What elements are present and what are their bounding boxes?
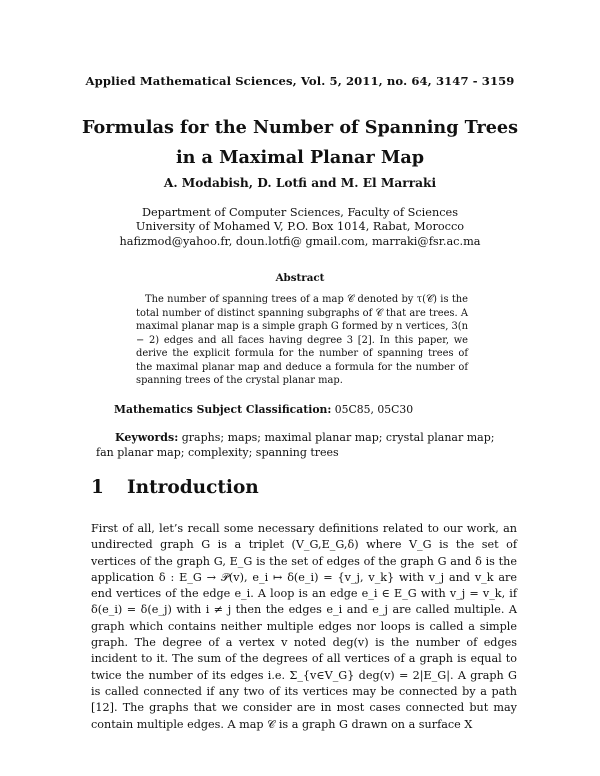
affiliation — [0, 206, 600, 249]
keywords-label: Keywords: — [115, 431, 179, 444]
classification-value: 05C85, 05C30 — [331, 403, 414, 416]
section-title: Introduction — [127, 477, 259, 498]
section-number: 1 — [91, 477, 104, 498]
classification-label: Mathematics Subject Classification: — [114, 403, 332, 416]
title-line-2: in a Maximal Planar Map — [175, 147, 425, 168]
author-list: A. Modabish, D. Lotfi and M. El Marraki — [163, 176, 437, 190]
abstract-heading: Abstract — [275, 272, 325, 284]
affiliation-emails: hafizmod@yahoo.fr, doun.lotfi@ gmail.com, marraki@fsr.ac.ma — [119, 234, 481, 248]
affiliation-department: Department of Computer Sciences, Faculty of Sciences — [141, 206, 459, 219]
abstract-text: The number of spanning trees of a map 𝒞 denoted by τ(𝒞) is the total number of distinct spanning subgraphs of 𝒞 that are trees. A maximal planar map is a simple graph G formed by n vertices, 3(n − 2) edges and all faces having degree 3 [2]. In this paper, we derive the explicit formula for the number of spanning trees of the maximal planar map and deduce a formula for the number of spanning trees of the crystal planar map. — [136, 294, 468, 386]
title-line-1: Formulas for the Number of Spanning Trees — [81, 117, 519, 138]
section-heading — [91, 477, 259, 498]
introduction-paragraph: First of all, let’s recall some necessary definitions related to our work, an undirected graph G is a triplet (V_G,E_G,δ) where V_G is the set of vertices of the graph G, E_G is the set of edges of the graph G and δ is the application δ : E_G → 𝒫(v), e_i ↦ δ(e_i) = {v_j, v_k} with v_j and v_k are end vertices of the edge e_i. A loop is an edge e_i ∈ E_G with v_j = v_k, if δ(e_i) = δ(e_j) with i ≠ j then the edges e_i and e_j are called multiple. A graph which contains neither multiple edges nor loops is called a simple graph. The degree of a vertex v noted deg(v) is the number of edges incident to it. The sum of the degrees of all vertices of a graph is equal to twice the number of its edges i.e. Σ_{v∈V_G} deg(v) = 2|E_G|. A graph G is called connected if any two of its vertices may be connected by a path [12]. The graphs that we consider are in most cases connected but may contain multiple edges. A map 𝒞 is a graph G drawn on a surface X — [91, 522, 517, 731]
keywords — [96, 430, 510, 460]
journal-header: Applied Mathematical Sciences, Vol. 5, 2011, no. 64, 3147 - 3159 — [85, 74, 515, 88]
subject-classification — [114, 403, 413, 416]
keywords-value: graphs; maps; maximal planar map; crystal planar map; fan planar map; complexity; spanning trees — [96, 431, 495, 459]
affiliation-university: University of Mohamed V, P.O. Box 1014, Rabat, Morocco — [135, 220, 465, 234]
paper-title — [0, 113, 600, 173]
